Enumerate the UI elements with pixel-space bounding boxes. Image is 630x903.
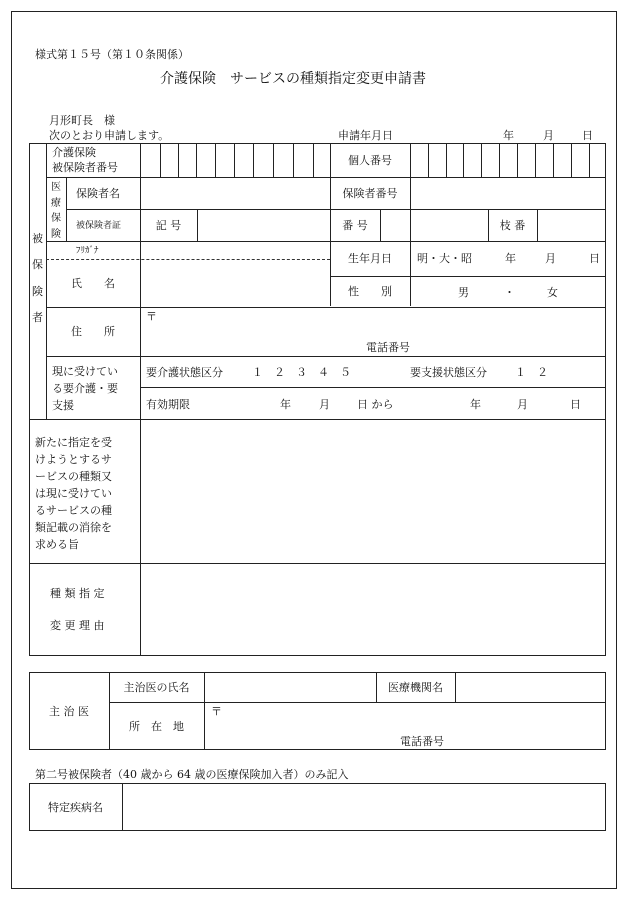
- valid-month: 月: [319, 398, 330, 411]
- sex-label: 性 別: [348, 285, 392, 298]
- name-label: 氏 名: [71, 276, 115, 290]
- care-level-label: 要介護状態区分: [146, 366, 223, 379]
- support-level-label: 要支援状態区分: [410, 366, 487, 379]
- address-label: 住 所: [71, 325, 115, 338]
- doctor-name-label: 主治医の氏名: [123, 680, 190, 694]
- valid-from: 日 から: [357, 398, 394, 411]
- birth-day: 日: [589, 252, 600, 265]
- doctor-postal-mark: 〒: [211, 705, 222, 718]
- era-options: 明・大・昭: [417, 252, 472, 265]
- insured-number-label-1: 介護保険: [52, 146, 96, 159]
- date-month: 月: [543, 129, 554, 142]
- institution-label: 医療機関名: [388, 680, 443, 694]
- insurer-number-label: 保険者番号: [342, 186, 398, 200]
- number-label: 番 号: [342, 218, 368, 232]
- doctor-phone-label: 電話番号: [400, 735, 444, 748]
- birthdate-label: 生年月日: [348, 252, 392, 265]
- valid-to-day: 日: [570, 398, 581, 411]
- location-label: 所 在 地: [129, 719, 184, 733]
- reason-label-1: 種 類 指 定: [50, 587, 105, 600]
- valid-year: 年: [280, 398, 291, 411]
- insurer-name-label: 保険者名: [76, 187, 120, 200]
- postal-mark: 〒: [146, 310, 157, 323]
- sex-dot: ・: [504, 286, 515, 299]
- service-request-label: 新たに指定を受 けようとするサ ービスの種類又 は現に受けてい るサービスの種 類記載の消徐を 求める旨: [35, 436, 112, 551]
- form-number: 様式第１５号（第１０条関係）: [35, 48, 189, 61]
- symbol-label: 記 号: [155, 218, 182, 232]
- date-label: 申請年月日: [338, 129, 393, 142]
- addressee: 月形町長 様: [49, 114, 115, 127]
- validity-label: 有効期限: [146, 398, 190, 411]
- reason-label-2: 変 更 理 由: [50, 619, 105, 632]
- birth-year: 年: [505, 252, 516, 265]
- medical-insurance-label: 医 療 保 険: [51, 182, 61, 240]
- furigana-label: ﾌﾘｶﾞﾅ: [76, 246, 99, 256]
- valid-to-month: 月: [517, 398, 528, 411]
- care-status-label: 現に受けてい る要介護・要 支援: [52, 365, 118, 412]
- insured-side-label: 被 保 険 者: [32, 232, 43, 324]
- card-label: 被保険者証: [76, 221, 122, 231]
- personal-number-label: 個人番号: [348, 153, 392, 167]
- care-levels: １ ２ ３ ４ ５: [252, 366, 351, 379]
- sex-male: 男: [458, 286, 469, 299]
- disease-label: 特定疾病名: [48, 800, 103, 814]
- phone-label: 電話番号: [366, 341, 410, 354]
- support-levels: １ ２: [515, 366, 548, 379]
- intro-text: 次のとおり申請します。: [49, 129, 170, 142]
- date-year: 年: [503, 129, 514, 142]
- birth-month: 月: [545, 252, 556, 265]
- doctor-side-label: 主 治 医: [49, 704, 89, 718]
- second-insured-note: 第二号被保険者（40 歳から 64 歳の医療保険加入者）のみ記入: [35, 768, 349, 781]
- valid-to-year: 年: [470, 398, 481, 411]
- branch-label: 枝 番: [499, 218, 526, 232]
- sex-female: 女: [547, 286, 558, 299]
- date-day: 日: [582, 129, 593, 142]
- insured-number-label-2: 被保険者番号: [52, 161, 118, 174]
- form-title: 介護保険 サービスの種類指定変更申請書: [160, 71, 426, 87]
